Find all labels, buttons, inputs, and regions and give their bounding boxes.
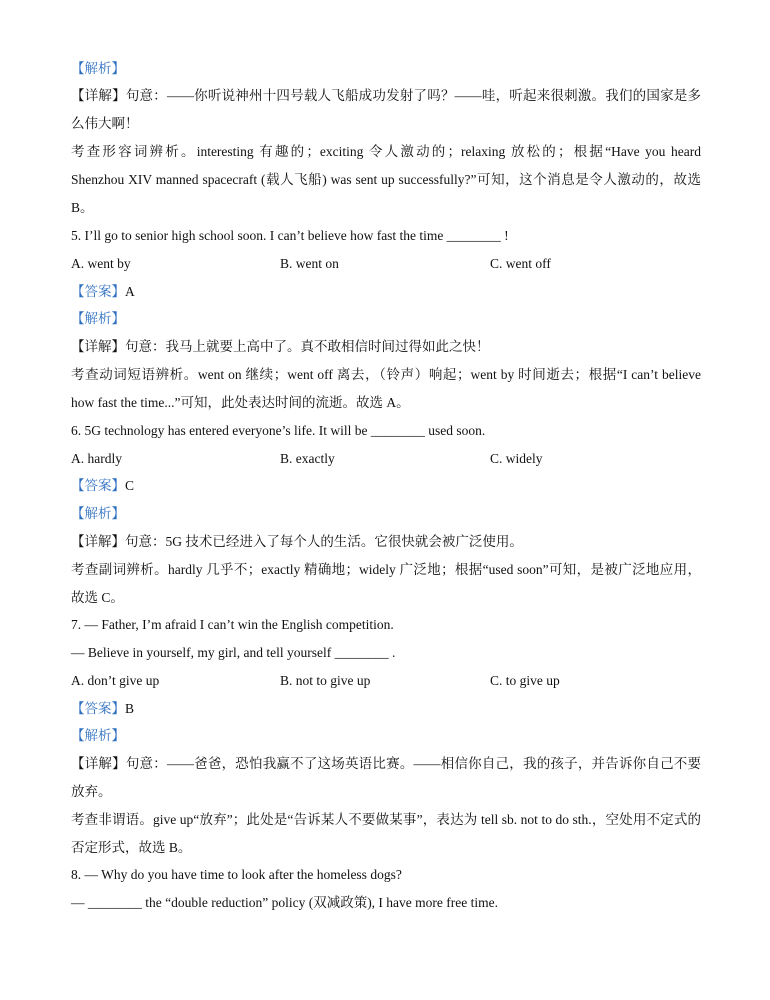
q7-stem-line-2: — Believe in yourself, my girl, and tell yourself ________ . <box>71 645 396 660</box>
q7-explain-line-2: 否定形式，故选 B。 <box>71 840 192 855</box>
q6-detail-line-1: 【详解】句意：5G 技术已经进入了每个人的生活。它很快就会被广泛使用。 <box>71 534 523 549</box>
q7-explain-line-1: 考查非谓语。give up“放弃”；此处是“告诉某人不要做某事”，表达为 tell sb. not to do sth.，空处用不定式的 <box>71 812 701 827</box>
q6-answer-row <box>71 477 701 495</box>
q7-option-a: A. don’t give up <box>71 673 160 688</box>
q5-answer-row <box>71 283 701 301</box>
q4-detail-line-1: 【详解】句意：——你听说神州十四号载人飞船成功发射了吗？——哇，听起来很刺激。我们的国家是多 <box>71 88 701 103</box>
answer-label: 【答案】 <box>71 478 125 493</box>
answer-label: 【答案】 <box>71 701 125 716</box>
q7-answer-row <box>71 700 701 718</box>
q7-detail-line-1: 【详解】句意：——爸爸，恐怕我赢不了这场英语比赛。——相信你自己，我的孩子，并告诉你自己不要 <box>71 756 701 771</box>
q6-option-a: A. hardly <box>71 451 122 466</box>
q6-option-b: B. exactly <box>280 451 335 466</box>
q5-explain-line-1: 考查动词短语辨析。went on 继续；went off 离去，（铃声）响起；went by 时间逝去；根据“I can’t believe <box>71 367 701 382</box>
q5-option-b: B. went on <box>280 256 339 271</box>
q6-explain-line-1: 考查副词辨析。hardly 几乎不；exactly 精确地；widely 广泛地；根据“used soon”可知，是被广泛地应用， <box>71 562 701 577</box>
q5-explain-line-2: how fast the time...”可知，此处表达时间的流逝。故选 A。 <box>71 395 410 410</box>
q8-stem-line-2: — ________ the “double reduction” policy (双减政策), I have more free time. <box>71 895 498 910</box>
q6-option-c: C. widely <box>490 451 543 466</box>
q4-explain-line-2: Shenzhou XIV manned spacecraft (载人飞船) was sent up successfully?”可知，这个消息是令人激动的，故选 <box>71 172 701 187</box>
q7-option-b: B. not to give up <box>280 673 371 688</box>
analysis-label: 【解析】 <box>71 728 125 743</box>
q5-option-a: A. went by <box>71 256 131 271</box>
q7-answer: B <box>125 701 135 716</box>
q5-answer: A <box>125 284 135 299</box>
q4-explain-line-3: B。 <box>71 200 94 215</box>
q7-stem-line-1: 7. — Father, I’m afraid I can’t win the English competition. <box>71 617 394 632</box>
q6-explain-line-2: 故选 C。 <box>71 590 124 605</box>
q5-stem: 5. I’ll go to senior high school soon. I can’t believe how fast the time ________ ! <box>71 228 509 243</box>
analysis-label: 【解析】 <box>71 311 125 326</box>
analysis-label: 【解析】 <box>71 506 125 521</box>
q4-explain-line-1: 考查形容词辨析。interesting 有趣的；exciting 令人激动的；relaxing 放松的；根据“Have you heard <box>71 144 701 159</box>
q5-detail-line-1: 【详解】句意：我马上就要上高中了。真不敢相信时间过得如此之快！ <box>71 339 490 354</box>
analysis-label: 【解析】 <box>71 61 125 76</box>
q4-detail-line-2: 么伟大啊！ <box>71 116 139 131</box>
q7-detail-line-2: 放弃。 <box>71 784 112 799</box>
q7-option-c: C. to give up <box>490 673 560 688</box>
q6-answer: C <box>125 478 135 493</box>
answer-label: 【答案】 <box>71 284 125 299</box>
q5-option-c: C. went off <box>490 256 551 271</box>
q6-stem: 6. 5G technology has entered everyone’s life. It will be ________ used soon. <box>71 423 486 438</box>
q8-stem-line-1: 8. — Why do you have time to look after the homeless dogs? <box>71 867 402 882</box>
